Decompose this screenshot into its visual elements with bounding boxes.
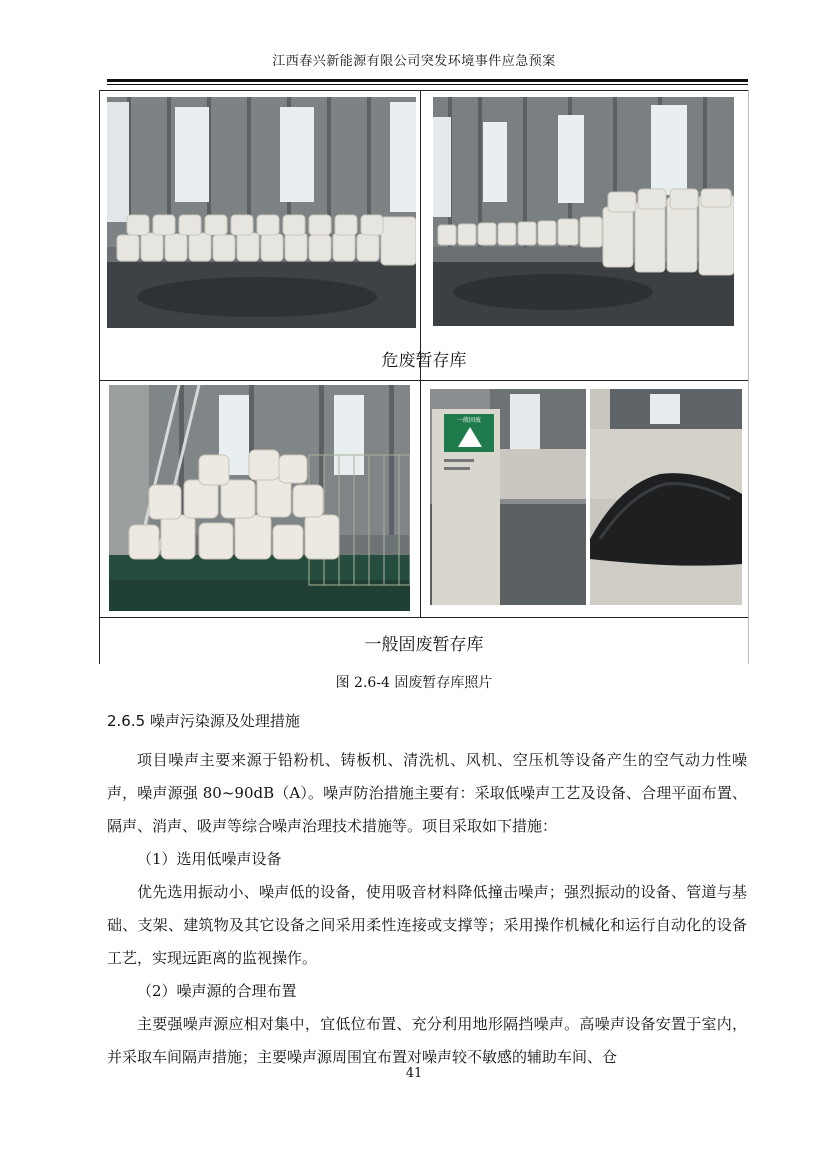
sign-text: 一般固废 — [456, 417, 482, 424]
header-rule-thin — [107, 84, 748, 85]
section-title: 2.6.5 噪声污染源及处理措施 — [107, 712, 300, 730]
page-number: 41 — [405, 1066, 423, 1081]
table-divider-v1 — [420, 90, 421, 380]
page-header: 江西春兴新能源有限公司突发环境事件应急预案 — [272, 54, 556, 69]
hazardous-waste-photo-2 — [433, 97, 734, 326]
black-powder-pile-photo — [590, 389, 742, 605]
subheading: （1）选用低噪声设备 — [137, 850, 282, 868]
table-right-border — [748, 90, 749, 664]
paragraph: 主要强噪声源应相对集中，宜低位布置、充分利用地形隔挡噪声。高噪声设备安置于室内，并采取车间隔声措施；主要噪声源周围宜布置对噪声较不敏感的辅助车间、仓 — [107, 1015, 747, 1066]
solid-waste-sign-photo — [430, 389, 586, 605]
paragraph: 项目噪声主要来源于铅粉机、铸板机、清洗机、风机、空压机等设备产生的空气动力性噪声，噪声源强 80~90dB（A）。噪声防治措施主要有：采取低噪声工艺及设备、合理平面布置、隔声、消声、吸声等综合噪声治理技术措施等。项目采取如下措施： — [107, 751, 747, 835]
row1-caption: 危废暂存库 — [381, 351, 467, 371]
solid-waste-photo-1 — [109, 385, 410, 611]
figure-caption: 图 2.6-4 固废暂存库照片 — [335, 675, 493, 691]
header-rule — [107, 79, 748, 82]
hazardous-waste-photo-1 — [107, 97, 416, 328]
paragraph: 优先选用振动小、噪声低的设备，使用吸音材料降低撞击噪声；强烈振动的设备、管道与基础、支架、建筑物及其它设备之间采用柔性连接或支撑等；采用操作机械化和运行自动化的设备工艺，实现远距离的监视操作。 — [107, 883, 747, 967]
subheading: （2）噪声源的合理布置 — [137, 982, 297, 1000]
table-divider-v2 — [420, 381, 421, 617]
body-text — [107, 744, 747, 1074]
table-divider-h1 — [99, 380, 749, 381]
table-divider-h2 — [99, 617, 749, 618]
row2-caption: 一般固废暂存库 — [364, 635, 484, 655]
